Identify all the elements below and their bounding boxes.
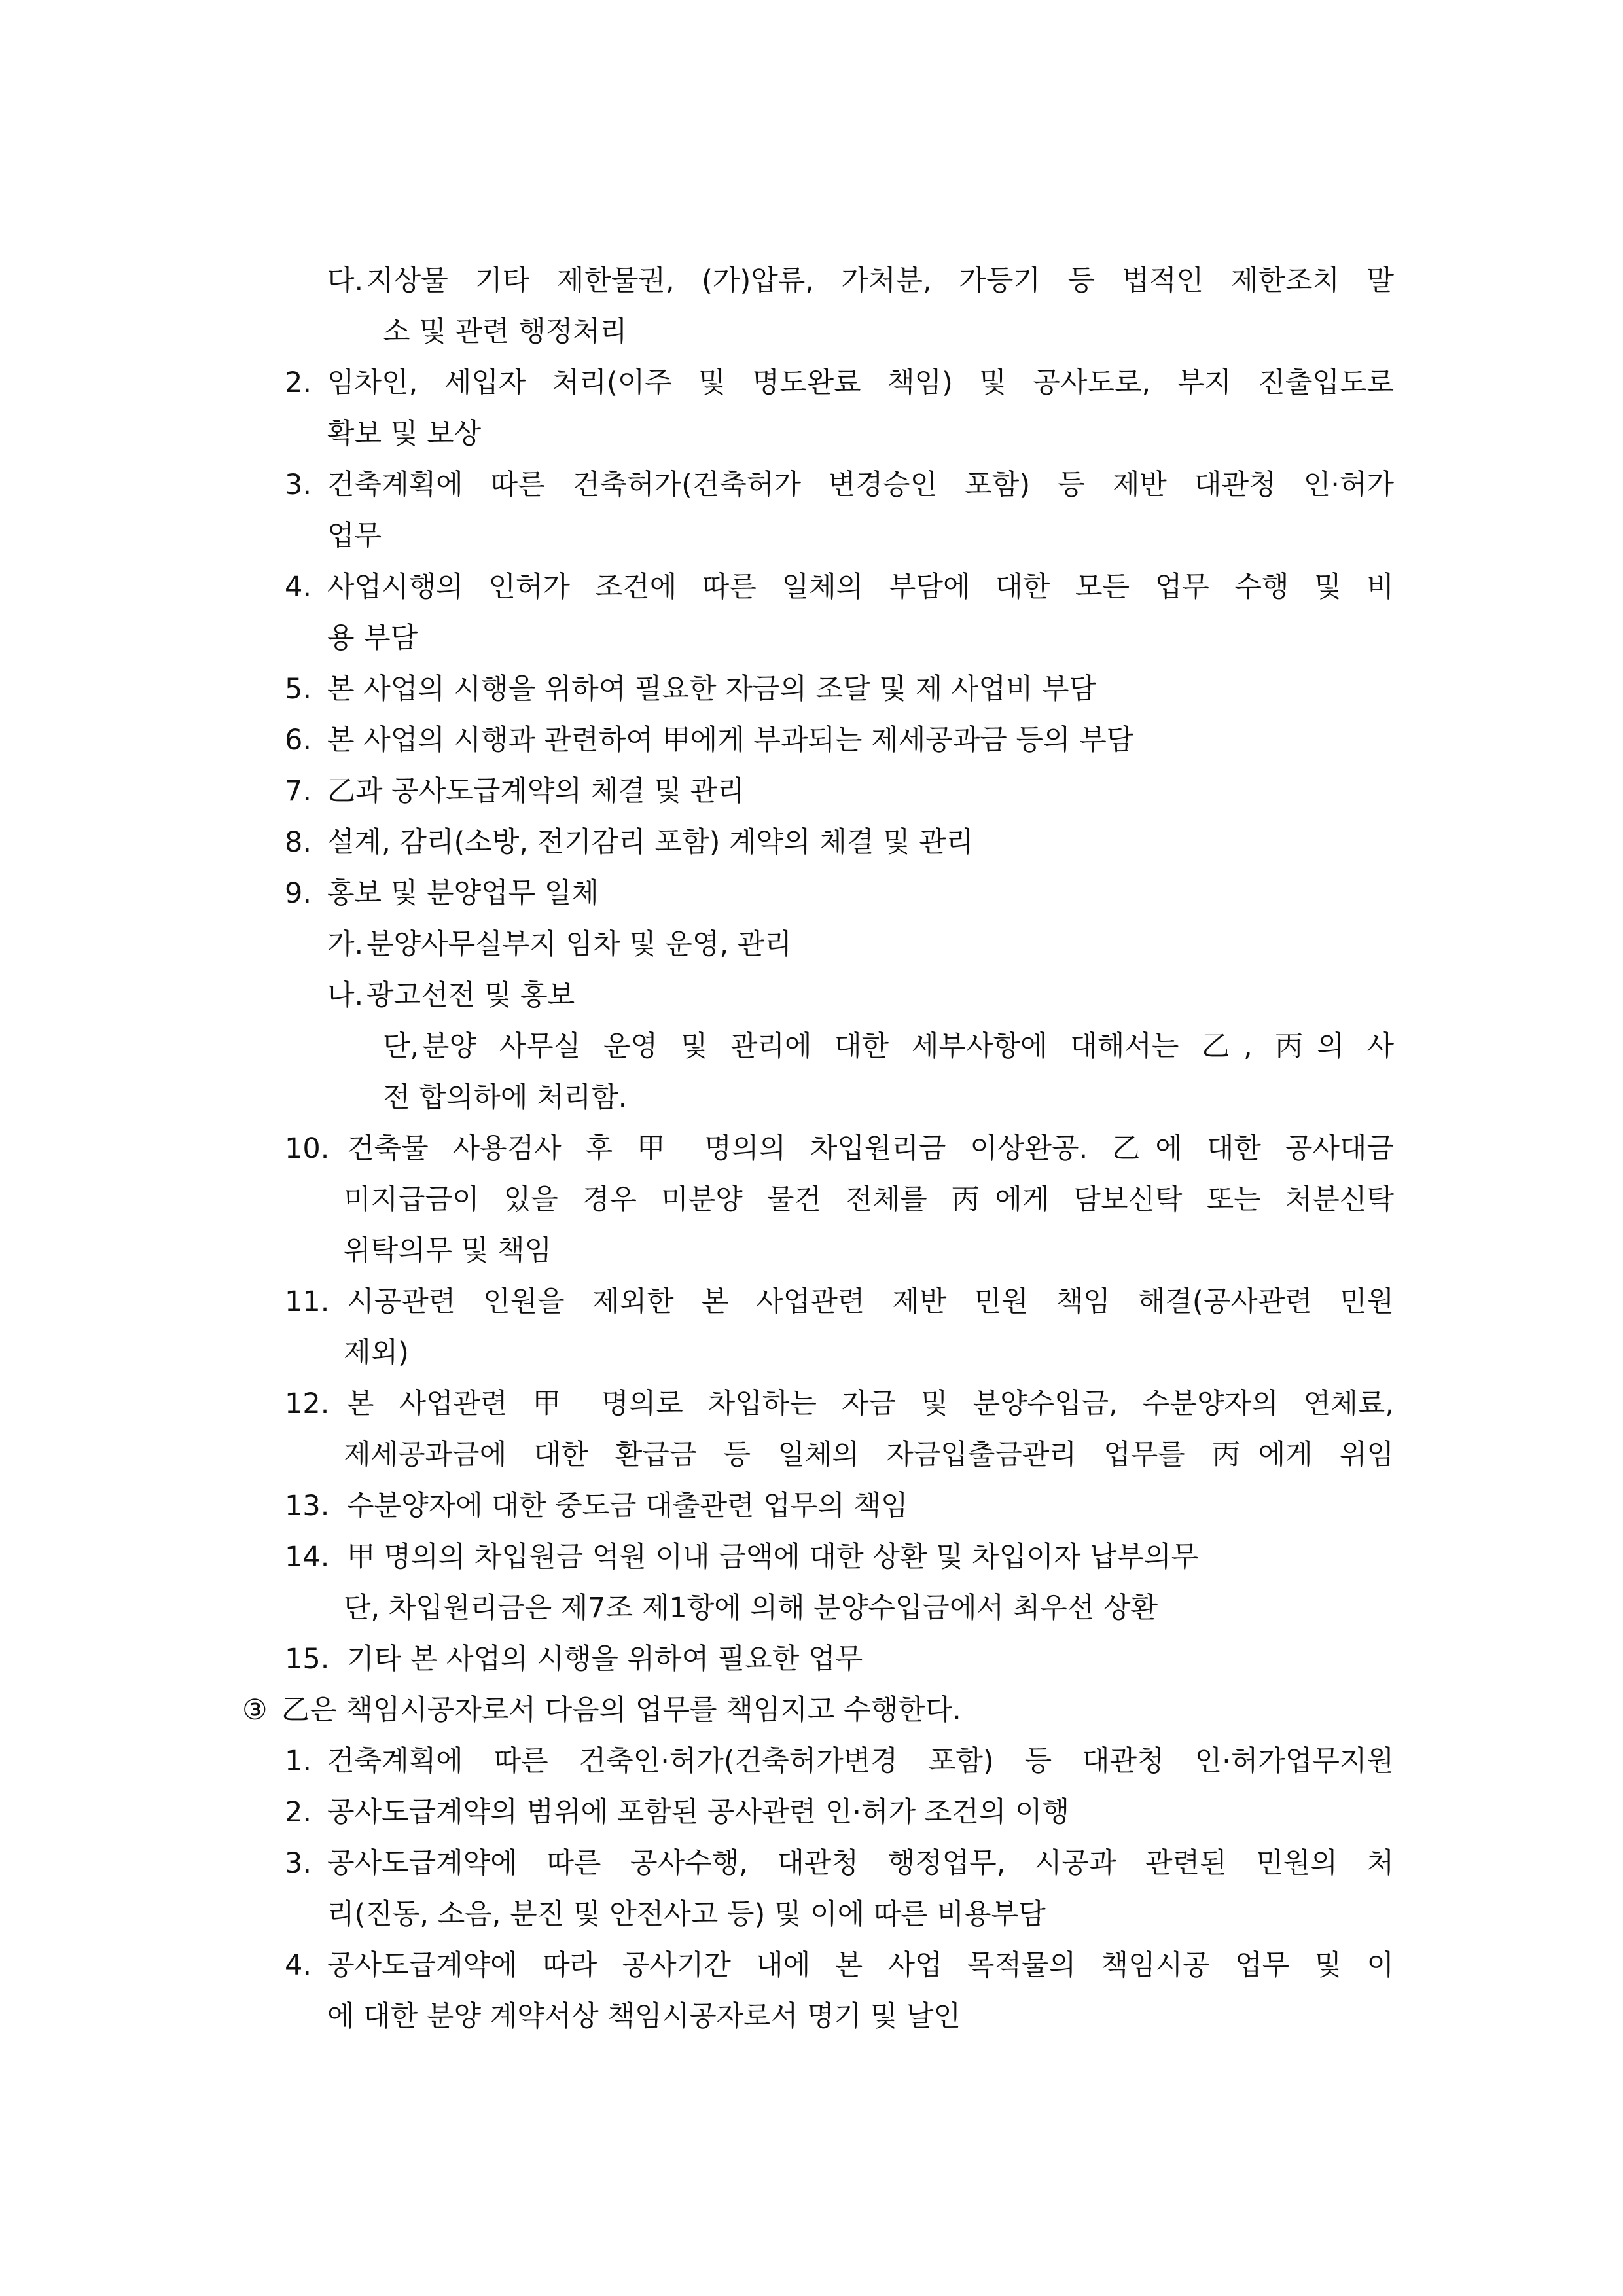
- line-text: 분양사무실부지 임차 및 운영, 관리: [366, 928, 792, 961]
- document-line: [242, 1174, 1394, 1225]
- line-text: 업무: [327, 520, 382, 552]
- line-text: 제세공과금에 대한 환급금 등 일체의 자금입출금관리 업무를 丙에게 위임: [344, 1439, 1394, 1471]
- line-text: 용 부담: [327, 622, 418, 655]
- line-text: 乙과 공사도급계약의 체결 및 관리: [327, 775, 745, 808]
- line-text: 건축계획에 따른 건축인·허가(건축허가변경 포함) 등 대관청 인·허가업무지원: [327, 1745, 1394, 1778]
- document-line: [242, 1583, 1394, 1634]
- document-line: [242, 766, 1394, 817]
- document-line: [242, 817, 1394, 868]
- item-number: 3.: [285, 1847, 312, 1880]
- line-text: 단, 차입원리금은 제7조 제1항에 의해 분양수입금에서 최우선 상환: [344, 1592, 1158, 1624]
- document-line: [242, 1225, 1394, 1276]
- line-text: 리(진동, 소음, 분진 및 안전사고 등) 및 이에 따른 비용부담: [327, 1898, 1046, 1931]
- document-line: [242, 919, 1394, 970]
- item-number: 다.: [327, 264, 364, 297]
- document-body: [242, 255, 1394, 2042]
- item-number: 14.: [285, 1541, 330, 1573]
- line-text: 광고선전 및 홍보: [366, 979, 575, 1012]
- line-text: 설계, 감리(소방, 전기감리 포함) 계약의 체결 및 관리: [327, 826, 974, 859]
- line-text: 본 사업관련 甲 명의로 차입하는 자금 및 분양수입금, 수분양자의 연체료,: [347, 1388, 1394, 1420]
- line-text: 확보 및 보상: [327, 418, 482, 450]
- document-line: [242, 664, 1394, 715]
- line-text: 乙은 책임시공자로서 다음의 업무를 책임지고 수행한다.: [281, 1694, 961, 1727]
- document-line: [242, 970, 1394, 1021]
- line-text: 본 사업의 시행을 위하여 필요한 자금의 조달 및 제 사업비 부담: [327, 673, 1097, 706]
- document-line: [242, 1021, 1394, 1072]
- document-line: [242, 868, 1394, 919]
- line-text: 건축물 사용검사 후 甲 명의의 차입원리금 이상완공. 乙에 대한 공사대금: [347, 1132, 1394, 1165]
- document-line: [242, 1429, 1394, 1480]
- item-number: 7.: [285, 775, 312, 808]
- line-text: 수분양자에 대한 중도금 대출관련 업무의 책임: [347, 1490, 908, 1522]
- document-line: [242, 357, 1394, 408]
- document-line: [242, 1378, 1394, 1429]
- document-line: [242, 1480, 1394, 1532]
- document-line: [242, 408, 1394, 459]
- line-text: 甲 명의의 차입원금 억원 이내 금액에 대한 상환 및 차입이자 납부의무: [347, 1541, 1199, 1573]
- line-text: 본 사업의 시행과 관련하여 甲에게 부과되는 제세공과금 등의 부담: [327, 724, 1134, 757]
- item-number: 5.: [285, 673, 312, 706]
- document-line: [242, 1787, 1394, 1838]
- document-line: [242, 255, 1394, 306]
- document-line: [242, 1532, 1394, 1583]
- item-number: 11.: [285, 1285, 330, 1318]
- line-text: 위탁의무 및 책임: [344, 1234, 552, 1267]
- item-number: 12.: [285, 1388, 330, 1420]
- line-text: 임차인, 세입자 처리(이주 및 명도완료 책임) 및 공사도로, 부지 진출입도로: [327, 367, 1394, 399]
- item-number: 10.: [285, 1132, 330, 1165]
- item-number: 1.: [285, 1745, 312, 1778]
- document-line: [242, 715, 1394, 766]
- line-text: 공사도급계약에 따른 공사수행, 대관청 행정업무, 시공과 관련된 민원의 처: [327, 1847, 1394, 1880]
- document-line: [242, 459, 1394, 511]
- item-number: 2.: [285, 367, 312, 399]
- document-line: [242, 511, 1394, 562]
- line-text: 소 및 관련 행정처리: [383, 315, 628, 348]
- line-text: 제외): [344, 1336, 409, 1369]
- document-line: [242, 1685, 1394, 1736]
- line-text: 에 대한 분양 계약서상 책임시공자로서 명기 및 날인: [327, 2000, 961, 2033]
- item-number: 나.: [327, 979, 364, 1012]
- item-number: 15.: [285, 1643, 330, 1676]
- document-line: [242, 1889, 1394, 1940]
- item-number: 3.: [285, 469, 312, 501]
- item-number: 13.: [285, 1490, 330, 1522]
- line-text: 공사도급계약의 범위에 포함된 공사관련 인·허가 조건의 이행: [327, 1796, 1070, 1829]
- document-line: [242, 1327, 1394, 1378]
- line-text: 미지급금이 있을 경우 미분양 물건 전체를 丙에게 담보신탁 또는 처분신탁: [344, 1183, 1394, 1216]
- item-number: 9.: [285, 877, 312, 910]
- document-line: [242, 1940, 1394, 1991]
- document-line: [242, 1276, 1394, 1327]
- document-line: [242, 306, 1394, 357]
- line-text: 홍보 및 분양업무 일체: [327, 877, 599, 910]
- line-text: 시공관련 인원을 제외한 본 사업관련 제반 민원 책임 해결(공사관련 민원: [347, 1285, 1394, 1318]
- document-line: [242, 1123, 1394, 1174]
- document-line: [242, 1634, 1394, 1685]
- item-number: 4.: [285, 1949, 312, 1982]
- line-text: 분양 사무실 운영 및 관리에 대한 세부사항에 대해서는 乙, 丙의 사: [422, 1030, 1394, 1063]
- document-line: [242, 1838, 1394, 1889]
- item-number: 단,: [383, 1030, 419, 1063]
- line-text: 기타 본 사업의 시행을 위하여 필요한 업무: [347, 1643, 863, 1676]
- document-line: [242, 1991, 1394, 2042]
- item-number: 8.: [285, 826, 312, 859]
- document-line: [242, 1736, 1394, 1787]
- item-number: ③: [242, 1694, 268, 1727]
- line-text: 전 합의하에 처리함.: [383, 1081, 628, 1114]
- document-line: [242, 1072, 1394, 1123]
- item-number: 6.: [285, 724, 312, 757]
- line-text: 지상물 기타 제한물권, (가)압류, 가처분, 가등기 등 법적인 제한조치 말: [366, 264, 1394, 297]
- line-text: 건축계획에 따른 건축허가(건축허가 변경승인 포함) 등 제반 대관청 인·허가: [327, 469, 1394, 501]
- item-number: 가.: [327, 928, 364, 961]
- item-number: 2.: [285, 1796, 312, 1829]
- document-line: [242, 613, 1394, 664]
- line-text: 사업시행의 인허가 조건에 따른 일체의 부담에 대한 모든 업무 수행 및 비: [327, 571, 1394, 603]
- item-number: 4.: [285, 571, 312, 603]
- line-text: 공사도급계약에 따라 공사기간 내에 본 사업 목적물의 책임시공 업무 및 이: [327, 1949, 1394, 1982]
- document-line: [242, 562, 1394, 613]
